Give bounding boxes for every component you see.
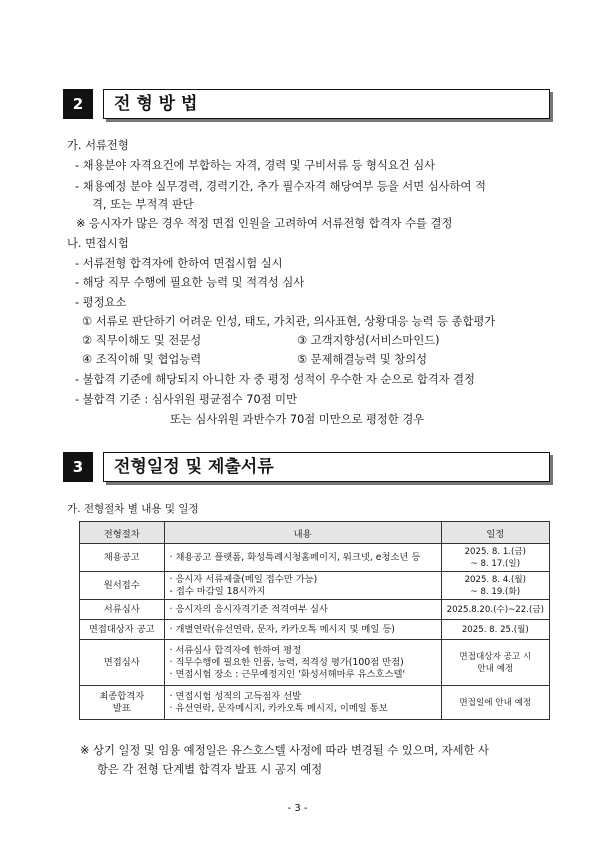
- table-cell-step: [80, 600, 165, 620]
- note-continued: 항은 각 전형 단계별 합격자 발표 시 공지 예정: [97, 763, 323, 776]
- list-item: - 불합격 기준에 해당되지 아니한 자 중 평정 성적이 우수한 자 순으로 합격자 결정: [75, 373, 475, 386]
- list-item: - 평정요소: [75, 296, 127, 309]
- table-cell-step: [80, 686, 165, 720]
- table-cell-schedule: [441, 620, 549, 640]
- cell-line: ~ 8. 17.(일): [470, 558, 521, 569]
- table-cell-step: [80, 640, 165, 686]
- column-header: 일정: [441, 522, 549, 544]
- table-row: [80, 572, 550, 600]
- table-cell-schedule: [441, 686, 549, 720]
- table-cell-step: [80, 544, 165, 572]
- cell-line: · 서류심사 합격자에 한하여 평정: [169, 644, 302, 656]
- table-cell-content: [164, 620, 441, 640]
- column-header: 내용: [164, 522, 441, 544]
- section-number: 2: [63, 89, 93, 119]
- cell-line: · 채용공고 플랫폼, 화성특례시청홈페이지, 워크넷, e청소년 등: [169, 551, 421, 563]
- cell-line: · 응시자의 응시자격기준 적격여부 심사: [169, 603, 329, 615]
- table-cell-content: [164, 544, 441, 572]
- evaluation-item: ① 서류로 판단하기 어려운 인성, 태도, 가치관, 의사표현, 상황대응 능력 등 종합평가: [82, 315, 496, 328]
- table-cell-schedule: [441, 572, 549, 600]
- table-row: [80, 686, 550, 720]
- table-cell-content: [164, 640, 441, 686]
- table-row: [80, 544, 550, 572]
- cell-line: · 유선연락, 문자메시지, 카카오톡 메시지, 이메일 통보: [169, 702, 388, 714]
- table-cell-content: [164, 572, 441, 600]
- cell-line: 안내 예정: [477, 663, 514, 674]
- cell-line: - 접수 마감일 18시까지: [169, 585, 266, 597]
- note: ※ 응시자가 많은 경우 적정 면접 인원을 고려하여 서류전형 합격자 수를 결정: [76, 217, 453, 230]
- list-item-continued: 격, 또는 부적격 판단: [92, 198, 194, 211]
- section-title-box: [103, 452, 550, 482]
- cell-line: 면접대상자 공고 시: [459, 651, 532, 662]
- table-row: [80, 620, 550, 640]
- cell-line: · 직무수행에 필요한 인품, 능력, 적격성 평가(100점 만점): [169, 656, 404, 668]
- cell-line: 발표: [112, 702, 131, 714]
- table-cell-schedule: [441, 544, 549, 572]
- list-item: - 해당 직무 수행에 필요한 능력 및 적격성 심사: [75, 276, 305, 289]
- column-header: 전형절차: [80, 522, 165, 544]
- evaluation-item: ③ 고객지향성(서비스마인드): [297, 334, 440, 347]
- cell-line: 면접일에 안내 예정: [459, 697, 532, 708]
- section-title: 전형일정 및 제출서류: [114, 457, 274, 477]
- subsection-title: 가. 서류전형: [67, 139, 129, 152]
- table-cell-schedule: [441, 640, 549, 686]
- cell-line: · 개별연락(유선연락, 문자, 카카오톡 메시지 및 메일 등): [169, 623, 395, 635]
- section-title: 전 형 방 법: [114, 94, 198, 114]
- table-row: [80, 640, 550, 686]
- section-2-header: [63, 89, 550, 119]
- cell-line: 면접대상자 공고: [88, 623, 155, 635]
- cell-line: 최종합격자: [99, 690, 145, 702]
- table-cell-content: [164, 600, 441, 620]
- subsection-title: 나. 면접시험: [67, 237, 129, 250]
- evaluation-item: ④ 조직이해 및 협업능력: [82, 353, 202, 366]
- section-number: 3: [63, 452, 93, 482]
- subsection-title: 가. 전형절차 별 내용 및 일정: [67, 503, 199, 515]
- cell-line: 2025. 8. 1.(금): [464, 546, 527, 557]
- cell-line: 면접심사: [103, 656, 140, 668]
- table-cell-step: [80, 572, 165, 600]
- schedule-table: [79, 521, 550, 720]
- cell-line: · 면접시험 성적의 고득점자 선발: [169, 690, 302, 702]
- cell-line: 채용공고: [103, 551, 140, 563]
- table-header-row: [80, 522, 550, 544]
- cell-line: 2025.8.20.(수)~22.(금): [446, 604, 544, 615]
- section-3-header: [63, 452, 550, 482]
- cell-line: 원서접수: [103, 579, 140, 591]
- list-item: - 서류전형 합격자에 한하여 면접시험 실시: [75, 257, 283, 270]
- cell-line: · 면접시험 장소 : 근무예정지인 '화성서해마루 유스호스텔': [169, 668, 406, 680]
- list-item: - 채용예정 분야 실무경력, 경력기간, 추가 필수자격 해당여부 등을 서면 심사하여 적: [75, 180, 486, 193]
- evaluation-item: ② 직무이해도 및 전문성: [82, 334, 202, 347]
- list-item: - 불합격 기준 : 심사위원 평균점수 70점 미만: [75, 393, 298, 406]
- list-item: - 채용분야 자격요건에 부합하는 자격, 경력 및 구비서류 등 형식요건 심사: [75, 159, 436, 172]
- section-title-box: [103, 89, 550, 119]
- cell-line: · 응시자 서류제출(메일 접수만 가능): [169, 573, 318, 585]
- table-cell-schedule: [441, 600, 549, 620]
- table-row: [80, 600, 550, 620]
- cell-line: 2025. 8. 4.(월): [464, 574, 527, 585]
- table-cell-content: [164, 686, 441, 720]
- cell-line: 2025. 8. 25.(월): [461, 624, 529, 635]
- note: ※ 상기 일정 및 임용 예정일은 유스호스텔 사정에 따라 변경될 수 있으며, 자세한 사: [80, 744, 489, 757]
- table-cell-step: [80, 620, 165, 640]
- cell-line: 서류심사: [103, 603, 140, 615]
- cell-line: ~ 8. 19.(화): [470, 586, 521, 597]
- list-item-continued: 또는 심사위원 과반수가 70점 미만으로 평정한 경우: [170, 413, 425, 426]
- page-number: - 3 -: [287, 803, 308, 814]
- evaluation-item: ⑤ 문제해결능력 및 창의성: [297, 353, 428, 366]
